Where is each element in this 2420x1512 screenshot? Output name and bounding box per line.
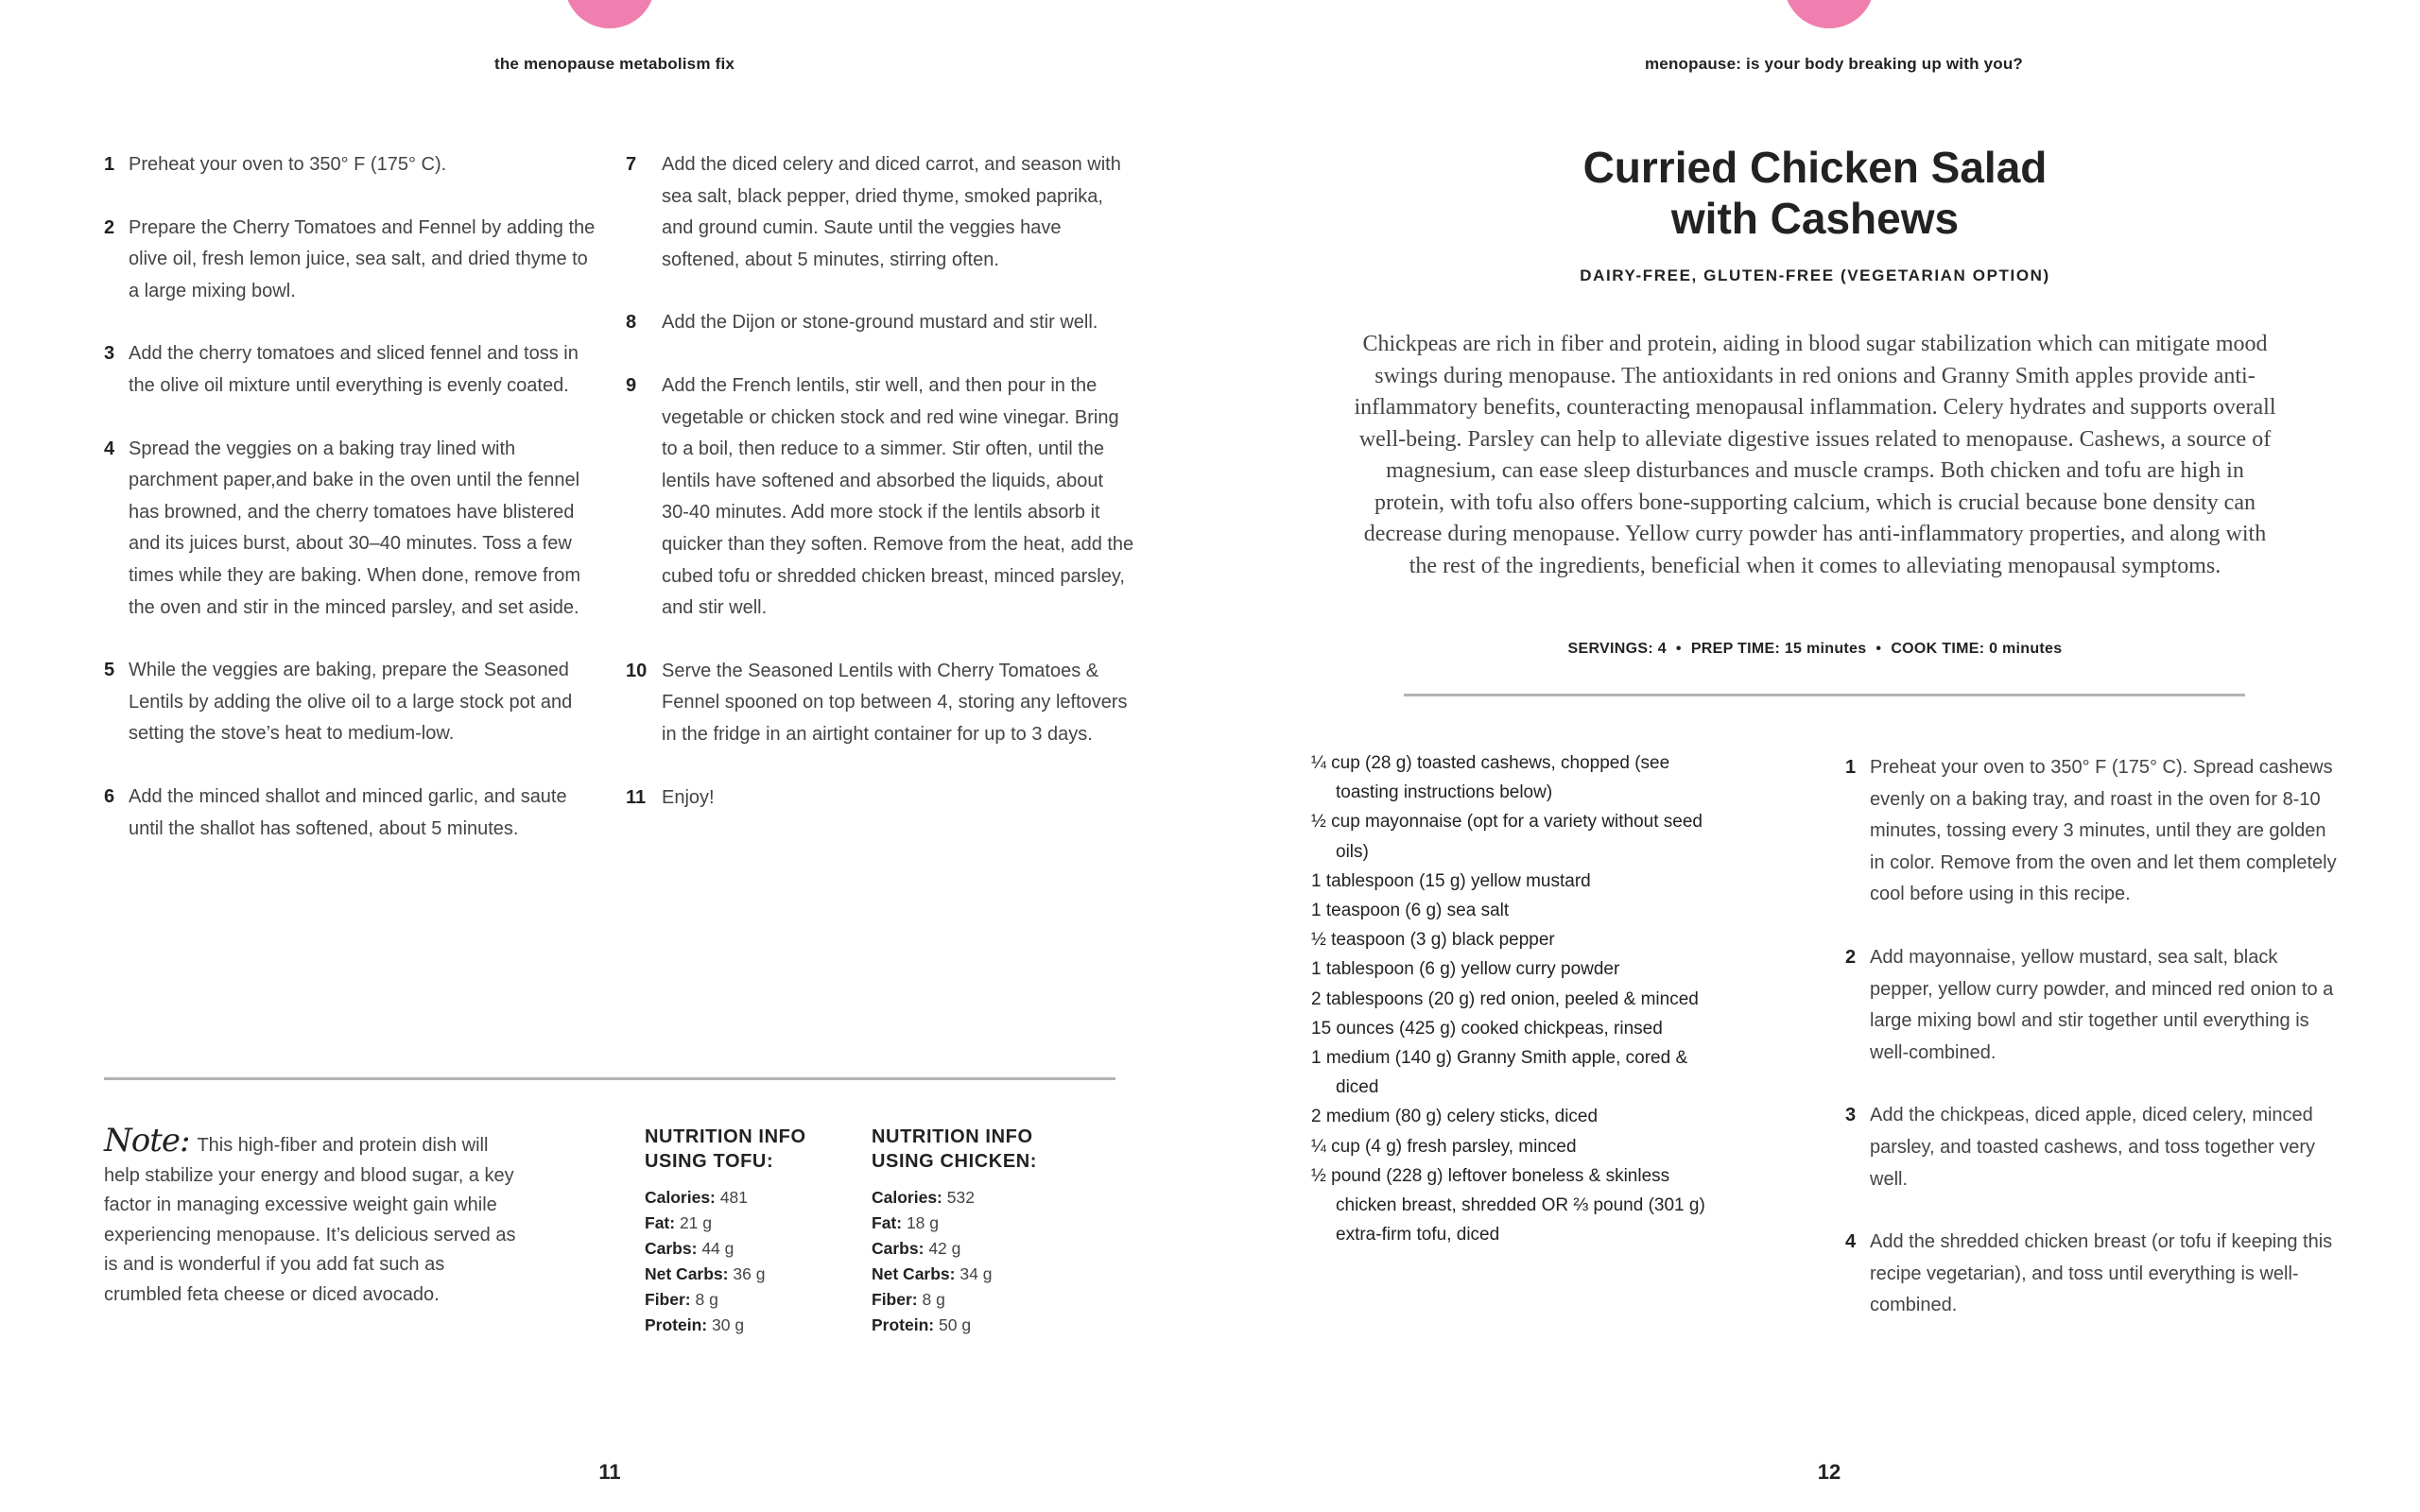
ingredients-list: [1311, 748, 1718, 1249]
dietary-tags: DAIRY-FREE, GLUTEN-FREE (VEGETARIAN OPTION): [1580, 266, 2050, 284]
step-text: Preheat your oven to 350° F (175° C). Spread cashews evenly on a baking tray, and roast in the oven for 8-10 minutes, tossing every 3 minutes, until they are golden in color. Remove from the oven and let them completely cool before using in this recipe.: [1870, 757, 2337, 905]
ingredient: 2 tablespoons (20 g) red onion, peeled & minced: [1311, 988, 1699, 1009]
step: [104, 782, 596, 845]
recipe-intro: Chickpeas are rich in fiber and protein, aiding in blood sugar stabilization which can mitigate mood swings during menopause. The antioxidants in red onions and Granny Smith apples provide anti-inflammatory benefits, counteracting menopausal inflammation. Celery hydrates and supports overall well-being. Parsley can help to alleviate digestive issues related to menopause. Cashews, a source of magnesium, can ease sleep disturbances and muscle cramps. Both chicken and tofu are high in protein, with tofu also offers bone-supporting calcium, which is crucial because bone density can decrease during menopause. Yellow curry powder has anti-inflammatory properties, and along with the rest of the ingredients, beneficial when it comes to alleviating menopausal symptoms.: [1354, 332, 2276, 578]
servings: SERVINGS: 4: [1567, 641, 1667, 657]
cook-time: COOK TIME: 0 minutes: [1891, 641, 2063, 657]
nutrition-tofu-title: NUTRITION INFO USING TOFU:: [645, 1126, 806, 1172]
steps-column-1: [104, 149, 596, 876]
nutrition-row: Fat: 18 g: [872, 1213, 940, 1232]
step-number: 5: [104, 660, 115, 681]
right-page: [1210, 0, 2420, 1512]
step-number: 6: [104, 785, 115, 807]
recipe-steps: [1845, 752, 2337, 1353]
step-number: 11: [626, 786, 647, 808]
nutrition-row: Carbs: 42 g: [872, 1239, 961, 1258]
step: [104, 149, 596, 181]
step-text: Preheat your oven to 350° F (175° C).: [129, 154, 447, 175]
ingredient: 1 medium (140 g) Granny Smith apple, cored & diced: [1311, 1048, 1688, 1098]
nutrition-row: Net Carbs: 36 g: [645, 1264, 766, 1283]
ingredient: 1 teaspoon (6 g) sea salt: [1311, 901, 1510, 921]
ingredient: 2 medium (80 g) celery sticks, diced: [1311, 1107, 1599, 1127]
step-number: 1: [1845, 757, 1857, 778]
step-number: 3: [1845, 1105, 1857, 1126]
ingredient: ¼ cup (28 g) toasted cashews, chopped (see toasting instructions below): [1311, 753, 1670, 803]
section-divider: [1404, 694, 2245, 696]
section-divider: [104, 1077, 1115, 1080]
step: [626, 782, 1134, 815]
step: [104, 655, 596, 750]
step: [626, 370, 1134, 625]
step: [1845, 1227, 2337, 1322]
step-number: 9: [626, 374, 637, 396]
step-text: Add the minced shallot and minced garlic, and saute until the shallot has softened, about 5 minutes.: [129, 785, 567, 839]
step-text: Serve the Seasoned Lentils with Cherry Tomatoes & Fennel spooned on top between 4, storing any leftovers in the fridge in an airtight container for up to 3 days.: [662, 660, 1128, 745]
step-text: Enjoy!: [662, 786, 715, 808]
step: [1845, 752, 2337, 911]
meta-separator: •: [1675, 641, 1682, 657]
step-number: 10: [626, 660, 648, 681]
step: [104, 338, 596, 402]
ingredient: 1 tablespoon (15 g) yellow mustard: [1311, 870, 1591, 891]
step: [626, 307, 1134, 339]
nutrition-chicken: [872, 1125, 1098, 1338]
recipe-meta: [1210, 641, 2420, 658]
step-text: Add the diced celery and diced carrot, and season with sea salt, black pepper, dried thyme, smoked paprika, and ground cumin. Saute until the veggies have softened, about 5 minutes, stirring often.: [662, 154, 1121, 270]
nutrition-row: Calories: 481: [645, 1188, 748, 1207]
step: [104, 434, 596, 625]
step-text: Add the Dijon or stone-ground mustard and stir well.: [662, 312, 1098, 334]
ingredient: 1 tablespoon (6 g) yellow curry powder: [1311, 959, 1620, 980]
step-text: Add mayonnaise, yellow mustard, sea salt, black pepper, yellow curry powder, and minced red onion to a large mixing bowl and stir together until everything is well-combined.: [1870, 946, 2334, 1063]
step: [104, 213, 596, 308]
step-number: 3: [104, 343, 115, 365]
nutrition-row: Protein: 50 g: [872, 1315, 972, 1334]
step-text: Prepare the Cherry Tomatoes and Fennel by adding the olive oil, fresh lemon juice, sea salt, and dried thyme to a large mixing bowl.: [129, 216, 596, 301]
step-text: Add the chickpeas, diced apple, diced celery, minced parsley, and toasted cashews, and toss together very well.: [1870, 1105, 2316, 1190]
step-number: 1: [104, 154, 115, 175]
step-text: Add the shredded chicken breast (or tofu if keeping this recipe vegetarian), and toss until everything is well-combined.: [1870, 1231, 2333, 1316]
nutrition-row: Protein: 30 g: [645, 1315, 745, 1334]
running-head: the menopause metabolism fix: [493, 55, 735, 73]
step-number: 4: [1845, 1231, 1857, 1253]
step-number: 7: [626, 154, 637, 175]
page-number: 12: [1817, 1460, 1841, 1484]
step: [626, 656, 1134, 751]
nutrition-row: Fiber: 8 g: [645, 1290, 718, 1309]
page-number: 11: [598, 1460, 621, 1484]
step-text: Add the cherry tomatoes and sliced fennel and toss in the olive oil mixture until everything is evenly coated.: [129, 343, 579, 396]
nutrition-chicken-title: NUTRITION INFO USING CHICKEN:: [872, 1126, 1038, 1172]
nutrition-tofu: [645, 1125, 872, 1338]
nutrition-row: Calories: 532: [872, 1188, 975, 1207]
nutrition-row: Carbs: 44 g: [645, 1239, 735, 1258]
step-text: Add the French lentils, stir well, and then pour in the vegetable or chicken stock and red wine vinegar. Bring to a boil, then reduce to a simmer. Stir often, until the lentils have softened and absorbed the liquids, about 30-40 minutes. Add more stock if the lentils absorb it quicker than they soften. Remove from the heat, add the cubed tofu or shredded chicken breast, minced parsley, and stir well.: [662, 374, 1134, 619]
nutrition-row: Net Carbs: 34 g: [872, 1264, 993, 1283]
nutrition-row: Fiber: 8 g: [872, 1290, 945, 1309]
step-number: 2: [1845, 946, 1857, 968]
decorative-pink-circle: [564, 0, 655, 28]
nutrition-row: Fat: 21 g: [645, 1213, 713, 1232]
step-number: 4: [104, 438, 115, 459]
steps-column-2: [626, 149, 1134, 845]
ingredient: ½ cup mayonnaise (opt for a variety without seed oils): [1311, 812, 1703, 862]
step-number: 2: [104, 216, 115, 238]
ingredient: ½ pound (228 g) leftover boneless & skinless chicken breast, shredded OR ⅔ pound (301 g) extra-firm tofu, diced: [1311, 1165, 1705, 1246]
step: [1845, 1100, 2337, 1195]
decorative-pink-circle: [1784, 0, 1875, 28]
meta-separator: •: [1876, 641, 1882, 657]
note-box: [104, 1122, 520, 1310]
step: [626, 149, 1134, 276]
note-text: This high-fiber and protein dish will help stabilize your energy and blood sugar, a key factor in managing excessive weight gain while experiencing menopause. It’s delicious served as is and is wonderful if you add fat such as crumbled feta cheese or diced avocado.: [104, 1135, 516, 1305]
ingredient: ¼ cup (4 g) fresh parsley, minced: [1311, 1136, 1577, 1157]
step-number: 8: [626, 312, 637, 334]
ingredient: 15 ounces (425 g) cooked chickpeas, rinsed: [1311, 1018, 1663, 1039]
step: [1845, 942, 2337, 1069]
step-text: While the veggies are baking, prepare the Seasoned Lentils by adding the olive oil to a large stock pot and setting the stove’s heat to medium-low.: [129, 660, 573, 745]
note-label: Note:: [104, 1122, 190, 1160]
recipe-title: Curried Chicken Salad with Cashews: [1582, 143, 2048, 243]
prep-time: PREP TIME: 15 minutes: [1690, 641, 1867, 657]
ingredient: ½ teaspoon (3 g) black pepper: [1311, 930, 1555, 951]
running-head: menopause: is your body breaking up with you?: [1644, 55, 2024, 73]
step-text: Spread the veggies on a baking tray lined with parchment paper,and bake in the oven until the fennel has browned, and the cherry tomatoes have blistered and its juices burst, about 30–40 minutes. Toss a few times while they are baking. When done, remove from the oven and stir in the minced parsley, and set aside.: [129, 438, 580, 618]
